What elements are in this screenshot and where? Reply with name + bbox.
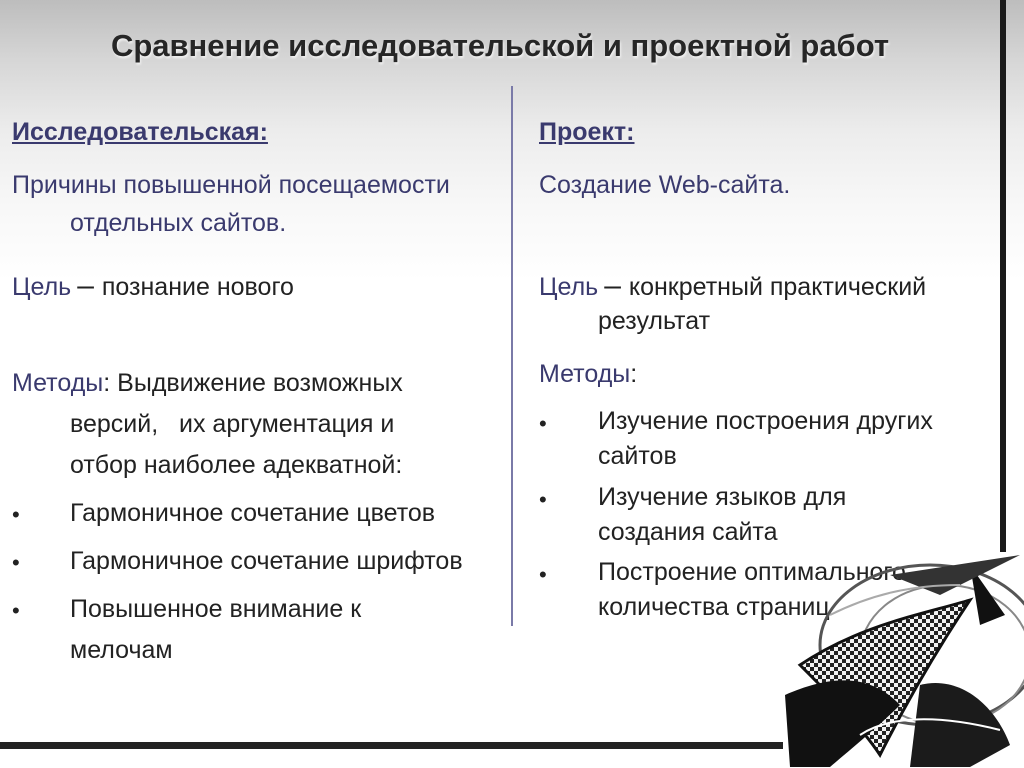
bullet-glyph: • — [539, 562, 547, 587]
bullet-glyph: • — [12, 550, 20, 575]
slide-title: Сравнение исследовательской и проектной работ — [110, 28, 890, 63]
project-methods-label: Методы — [539, 360, 631, 388]
research-topic-line1: Причины повышенной посещаемости — [12, 171, 450, 199]
bullet-glyph: • — [12, 598, 20, 623]
project-methods-colon: : — [630, 360, 638, 388]
research-methods-label: Методы — [12, 369, 104, 397]
project-topic: Создание Web-сайта. — [539, 171, 791, 199]
research-bullet-3: Повышенное внимание к — [70, 595, 362, 623]
project-bullet-1-line1: Изучение построения других — [598, 407, 933, 435]
project-methods — [539, 359, 637, 389]
decorative-abstract-graphic — [770, 555, 1024, 768]
project-bullet-3-line1: Построение оптимального — [598, 558, 906, 586]
right-border-bar — [1000, 0, 1006, 552]
research-bullet-1: Гармоничное сочетание цветов — [70, 499, 436, 527]
research-goal — [12, 268, 294, 304]
research-goal-text: познание нового — [101, 273, 294, 301]
research-methods-line1: Выдвижение возможных — [117, 369, 403, 397]
bottom-border-bar — [0, 742, 783, 749]
column-divider — [511, 86, 513, 626]
project-bullet-1-line2: сайтов — [598, 442, 677, 470]
project-bullet-2-line2: создания сайта — [598, 518, 778, 546]
project-bullet-3-line2: количества страниц — [598, 593, 830, 621]
research-goal-dash: – — [77, 269, 94, 302]
research-methods-colon: : — [103, 369, 111, 397]
project-heading: Проект: — [539, 118, 635, 146]
bullet-glyph: • — [12, 502, 20, 527]
decor-dark-shape — [910, 683, 1010, 767]
bullet-glyph: • — [539, 487, 547, 512]
research-bullet-3-cont: мелочам — [70, 636, 173, 664]
bullet-glyph: • — [539, 411, 547, 436]
project-bullet-2-line1: Изучение языков для — [598, 483, 847, 511]
research-heading: Исследовательская: — [12, 118, 268, 146]
research-bullet-2: Гармоничное сочетание шрифтов — [70, 547, 463, 575]
project-goal-label: Цель — [539, 273, 599, 301]
project-goal-dash: – — [604, 269, 621, 302]
project-goal-text-line1: конкретный практический — [628, 273, 927, 301]
research-methods — [12, 368, 403, 398]
research-methods-line2: версий, их аргументация и — [70, 410, 395, 438]
research-topic-line2: отдельных сайтов. — [70, 209, 287, 237]
research-goal-label: Цель — [12, 273, 72, 301]
project-goal-text-line2: результат — [598, 307, 711, 335]
project-goal — [539, 268, 926, 304]
research-methods-line3: отбор наиболее адекватной: — [70, 451, 403, 479]
